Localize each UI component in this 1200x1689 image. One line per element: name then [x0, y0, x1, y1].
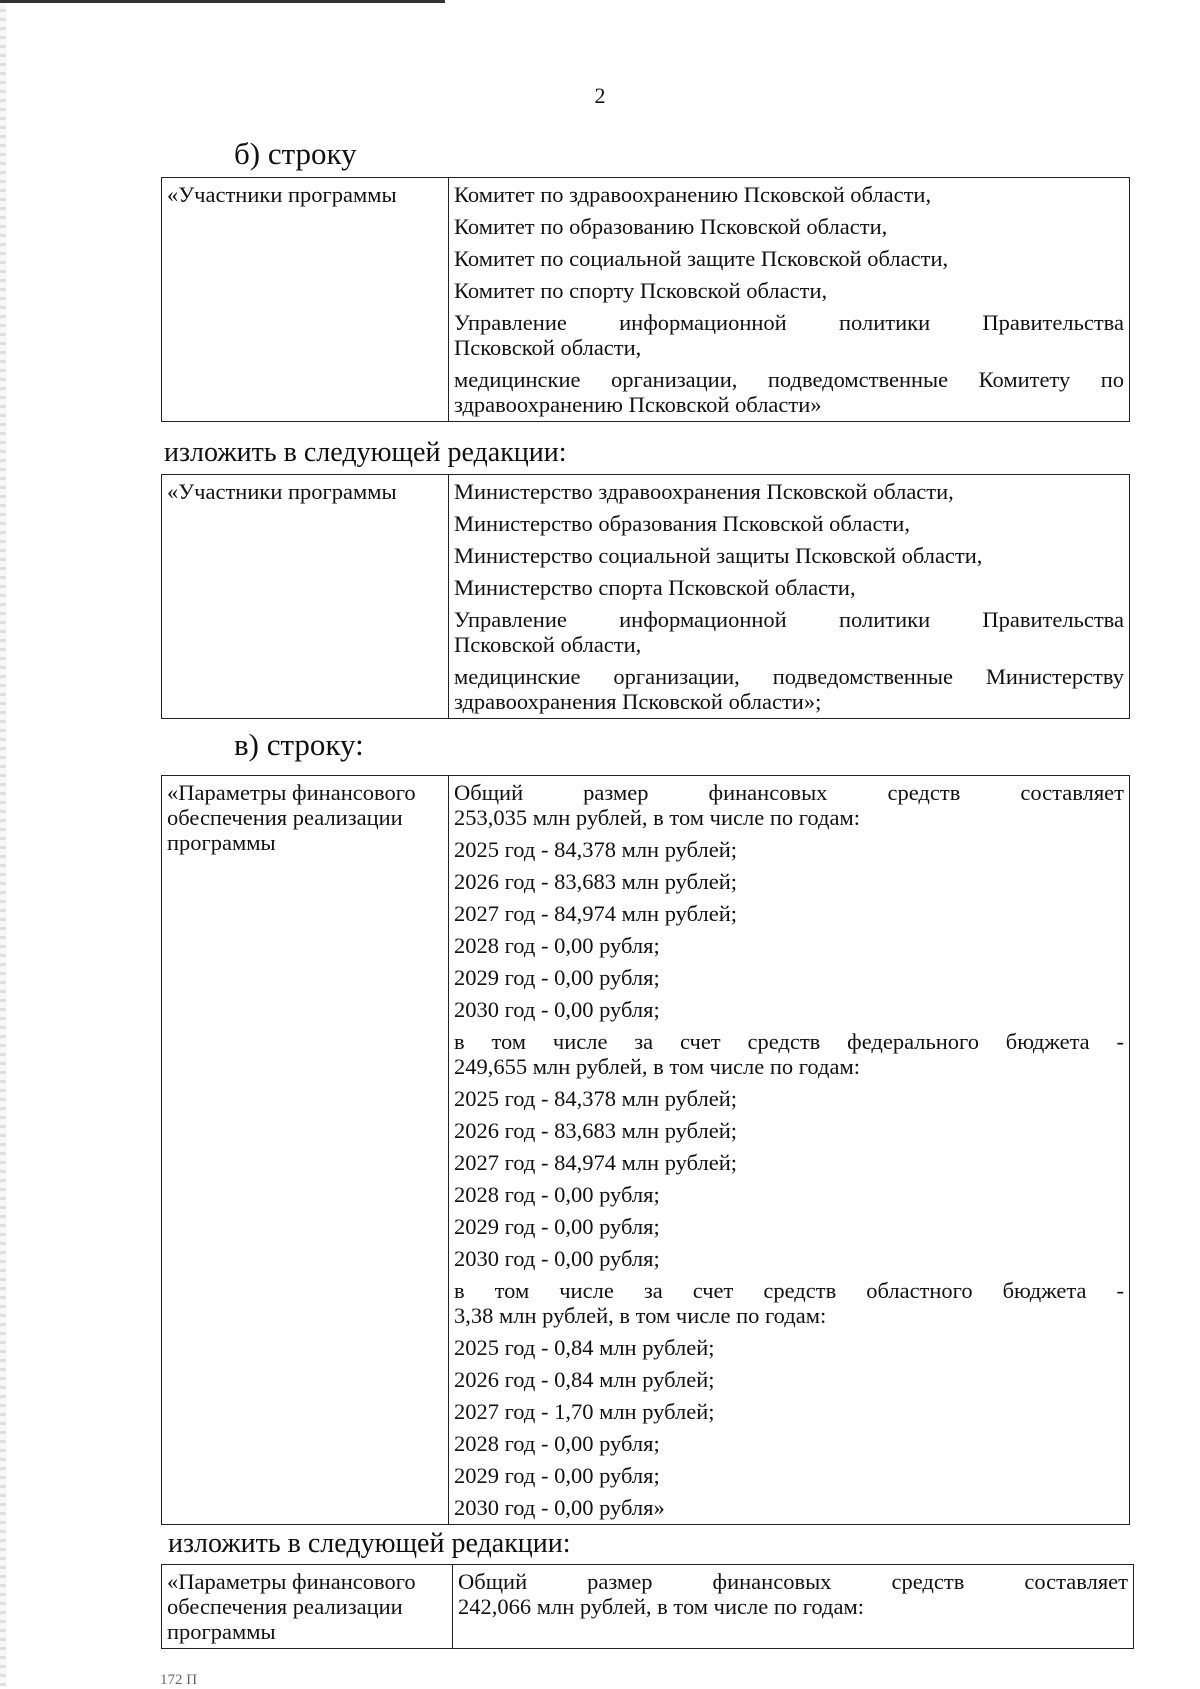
- finance-year-line: 2030 год - 0,00 рубля»: [454, 1495, 665, 1520]
- participant-line: Комитет по спорту Псковской области,: [454, 278, 828, 303]
- finance-year-line: 2025 год - 0,84 млн рублей;: [454, 1335, 715, 1360]
- participant-line: Управление информационной политики Правительства Псковской области,: [454, 607, 1124, 657]
- finance-year-line: 2029 год - 0,00 рубля;: [454, 1463, 660, 1488]
- scan-edge: [0, 0, 6, 1686]
- participants-old-label: «Участники программы: [162, 178, 449, 422]
- finance-year-line: 2028 год - 0,00 рубля;: [454, 1431, 660, 1456]
- finance-year-line: 2025 год - 84,378 млн рублей;: [454, 837, 738, 862]
- participant-line: Министерство образования Псковской области,: [454, 511, 910, 536]
- participant-line: Комитет по социальной защите Псковской области,: [454, 246, 949, 271]
- participant-line: Министерство здравоохранения Псковской области,: [454, 479, 954, 504]
- instruction-text: изложить в следующей редакции:: [164, 437, 567, 468]
- footer-mark: 172 П: [160, 1672, 198, 1688]
- finance-year-line: 2029 год - 0,00 рубля;: [454, 1214, 660, 1239]
- finance-new-label: «Параметры финансового обеспечения реализации программы: [162, 1565, 453, 1649]
- participant-line: Комитет по здравоохранению Псковской области,: [454, 182, 932, 207]
- top-rule: [0, 0, 445, 3]
- finance-year-line: 2028 год - 0,00 рубля;: [454, 933, 660, 958]
- finance-year-line: 2026 год - 83,683 млн рублей;: [454, 869, 738, 894]
- finance-year-line: 2025 год - 84,378 млн рублей;: [454, 1086, 738, 1111]
- participant-line: Министерство спорта Псковской области,: [454, 575, 856, 600]
- finance-line: Общий размер финансовых средств составляет 253,035 млн рублей, в том числе по годам:: [454, 780, 1124, 830]
- participant-line: Управление информационной политики Правительства Псковской области,: [454, 310, 1124, 360]
- section-b-heading: б) строку: [234, 136, 357, 171]
- finance-year-line: 2027 год - 84,974 млн рублей;: [454, 1150, 738, 1175]
- participants-old-content: [449, 178, 1130, 422]
- finance-year-line: 2030 год - 0,00 рубля;: [454, 997, 660, 1022]
- finance-year-line: 2027 год - 1,70 млн рублей;: [454, 1399, 715, 1424]
- finance-old-label: «Параметры финансового обеспечения реализации программы: [162, 776, 449, 1525]
- finance-line: Общий размер финансовых средств составляет 242,066 млн рублей, в том числе по годам:: [458, 1569, 1128, 1619]
- participant-line: Министерство социальной защиты Псковской области,: [454, 543, 983, 568]
- finance-new-table: [161, 1564, 1134, 1649]
- participant-line: медицинские организации, подведомственные Министерству здравоохранения Псковской области»;: [454, 664, 1124, 714]
- finance-year-line: 2030 год - 0,00 рубля;: [454, 1246, 660, 1271]
- section-v-heading: в) строку:: [234, 727, 364, 762]
- participants-old-table: [161, 177, 1130, 422]
- page-number: 2: [594, 83, 606, 108]
- participant-line: Комитет по образованию Псковской области,: [454, 214, 888, 239]
- finance-year-line: 2029 год - 0,00 рубля;: [454, 965, 660, 990]
- finance-line: в том числе за счет средств областного бюджета - 3,38 млн рублей, в том числе по годам:: [454, 1278, 1124, 1328]
- finance-year-line: 2027 год - 84,974 млн рублей;: [454, 901, 738, 926]
- finance-old-table: [161, 775, 1130, 1525]
- participants-new-label: «Участники программы: [162, 475, 449, 719]
- participants-new-content: [449, 475, 1130, 719]
- finance-new-content: [453, 1565, 1134, 1649]
- instruction-text: изложить в следующей редакции:: [168, 1528, 571, 1559]
- participant-line: медицинские организации, подведомственные Комитету по здравоохранению Псковской области»: [454, 367, 1124, 417]
- finance-old-content: [449, 776, 1130, 1525]
- finance-year-line: 2028 год - 0,00 рубля;: [454, 1182, 660, 1207]
- participants-new-table: [161, 474, 1130, 719]
- finance-year-line: 2026 год - 0,84 млн рублей;: [454, 1367, 715, 1392]
- finance-year-line: 2026 год - 83,683 млн рублей;: [454, 1118, 738, 1143]
- finance-line: в том числе за счет средств федерального бюджета - 249,655 млн рублей, в том числе по годам:: [454, 1029, 1124, 1079]
